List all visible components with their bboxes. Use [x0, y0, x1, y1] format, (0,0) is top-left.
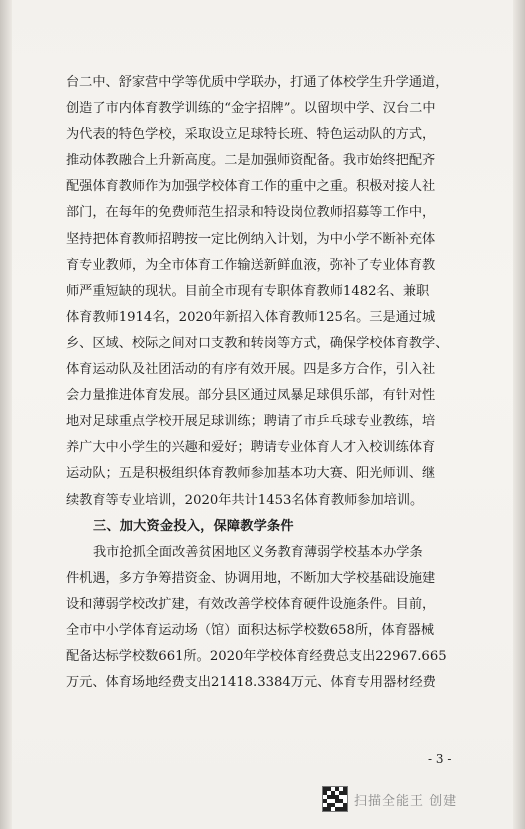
qr-code-icon [322, 786, 348, 812]
section-heading: 三、加大资金投入，保障教学条件 [93, 518, 294, 534]
text-line: 体育教师1914名，2020年新招入体育教师125名。三是通过城 [66, 309, 436, 325]
text-line: 部门，在每年的免费师范生招录和特设岗位教师招募等工作中， [66, 205, 436, 221]
text-line: 配强体育教师作为加强学校体育工作的重中之重。积极对接人社 [66, 179, 436, 195]
text-line: 会力量推进体育发展。部分县区通过凤暴足球俱乐部，有针对性 [66, 388, 436, 404]
text-line: 设和薄弱学校改扩建，有效改善学校体育硬件设施条件。目前， [66, 596, 436, 612]
text-line: 件机遇，多方争筹措资金、协调用地，不断加大学校基础设施建 [66, 570, 436, 586]
text-line: 师严重短缺的现状。目前全市现有专职体育教师1482名、兼职 [66, 283, 430, 299]
text-line: 我市抢抓全面改善贫困地区义务教育薄弱学校基本办学条 [93, 544, 423, 560]
text-line: 推动体教融合上升新高度。二是加强师资配备。我市始终把配齐 [66, 153, 436, 169]
text-line: 台二中、舒家营中学等优质中学联办，打通了体校学生升学通道， [66, 75, 449, 90]
text-line: 运动队；五是积极组织体育教师参加基本功大赛、阳光师训、继 [66, 466, 436, 482]
text-line: 坚持把体育教师招聘按一定比例纳入计划，为中小学不断补充体 [66, 231, 436, 247]
scanner-watermark [322, 786, 457, 812]
watermark-text: 扫描全能王 创建 [354, 793, 458, 809]
text-line: 乡、区域、校际之间对口支教和转岗等方式，确保学校体育教学、 [66, 335, 449, 351]
page-shadow-right [513, 0, 525, 829]
text-line: 为代表的特色学校，采取设立足球特长班、特色运动队的方式， [66, 127, 436, 143]
text-line: 地对足球重点学校开展足球训练；聘请了市乒乓球专业教练，培 [66, 414, 436, 430]
text-line: 万元、体育场地经费支出21418.3384万元、体育专用器材经费 [66, 675, 436, 691]
text-line: 续教育等专业培训，2020年共计1453名体育教师参加培训。 [66, 492, 424, 508]
text-line: 全市中小学体育运动场（馆）面积达标学校数658所，体育器械 [66, 622, 435, 638]
text-line: 养广大中小学生的兴趣和爱好；聘请专业体育人才入校训练体育 [66, 440, 436, 456]
document-body [66, 70, 464, 696]
text-line: 育专业教师，为全市体育工作输送新鲜血液，弥补了专业体育教 [66, 257, 436, 273]
page-shadow-left [0, 0, 12, 829]
page-number: - 3 - [428, 752, 452, 766]
text-line: 创造了市内体育教学训练的“金字招牌”。以留坝中学、汉台二中 [66, 101, 436, 117]
text-line: 体育运动队及社团活动的有序有效开展。四是多方合作，引入社 [66, 362, 436, 378]
text-line: 配备达标学校数661所。2020年学校体育经费总支出22967.665 [66, 649, 447, 665]
